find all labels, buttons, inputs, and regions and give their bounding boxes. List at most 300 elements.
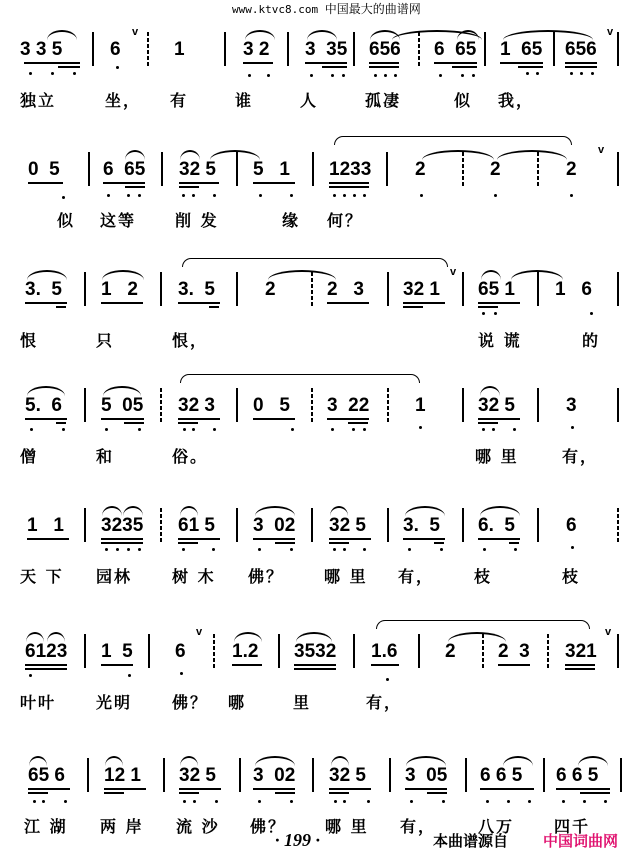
slur-arc <box>497 150 567 160</box>
barline <box>84 508 86 542</box>
octave-dot <box>182 548 185 551</box>
octave-dot <box>29 72 32 75</box>
octave-dot <box>30 428 33 431</box>
octave-dot <box>258 548 261 551</box>
lyric: 两 岸 <box>100 817 144 836</box>
octave-dot <box>331 428 334 431</box>
slur-arc <box>405 506 445 516</box>
lyric: 谁 <box>235 91 254 110</box>
octave-dot <box>483 548 486 551</box>
beam-underline <box>518 66 543 68</box>
beam-underline <box>178 542 198 544</box>
octave-dot <box>105 548 108 551</box>
octave-dot <box>507 800 510 803</box>
note-group: 32 3 <box>178 395 215 416</box>
octave-dot <box>33 800 36 803</box>
octave-dot <box>127 194 130 197</box>
octave-dot <box>105 428 108 431</box>
score-line-3 <box>0 256 639 356</box>
note-group: 3235 <box>101 515 144 536</box>
slur-arc <box>511 270 563 280</box>
lyric: 佛？ <box>172 693 209 712</box>
beam-underline <box>101 664 133 666</box>
octave-dot <box>290 548 293 551</box>
beam-underline <box>478 418 498 420</box>
octave-dot <box>258 800 261 803</box>
note-group: 3 <box>566 395 577 416</box>
barline <box>287 32 289 66</box>
lyric: 坐， <box>105 91 142 110</box>
octave-dot <box>334 800 337 803</box>
beam-underline <box>329 788 349 790</box>
watermark-site: 中国最大的曲谱网 <box>324 2 421 16</box>
note-group: 6 <box>110 39 121 60</box>
note-group: 6123 <box>25 641 68 662</box>
note-group: 32 1 <box>403 279 440 300</box>
note-group: 65 6 <box>28 765 65 786</box>
beam-underline <box>232 664 262 666</box>
beam-underline <box>509 542 519 544</box>
beam-underline <box>329 792 349 794</box>
octave-dot <box>138 548 141 551</box>
score-line-5 <box>0 492 639 592</box>
brand-label: 中国词曲网 <box>543 832 619 850</box>
octave-dot <box>343 548 346 551</box>
note-group: 1 <box>415 395 426 416</box>
lyric: 流 沙 <box>176 817 220 836</box>
lyric: 有， <box>366 693 403 712</box>
octave-dot <box>514 548 517 551</box>
barline <box>148 634 150 668</box>
beam-underline <box>56 306 66 308</box>
octave-dot <box>591 72 594 75</box>
breath-mark-icon: v <box>605 626 612 638</box>
barline <box>161 152 163 186</box>
octave-dot <box>333 194 336 197</box>
note-group: 2 <box>445 641 456 662</box>
barline <box>84 634 86 668</box>
slur-arc <box>105 756 123 766</box>
octave-dot <box>440 548 443 551</box>
breath-mark-icon: v <box>598 144 605 156</box>
lyric: 叶叶 <box>20 693 57 712</box>
octave-dot <box>116 548 119 551</box>
barline <box>620 758 622 792</box>
octave-dot <box>331 74 334 77</box>
note-group: 3. 5 <box>178 279 215 300</box>
note-group: 1.6 <box>371 641 398 662</box>
barline <box>84 388 86 422</box>
note-group: 2 3 <box>327 279 364 300</box>
beam-underline <box>434 542 444 544</box>
beam-underline <box>58 66 80 68</box>
beam-underline <box>427 792 447 794</box>
lyric: 这等 <box>100 211 137 230</box>
octave-dot <box>192 194 195 197</box>
beam-underline <box>403 306 423 308</box>
beam-underline <box>478 422 498 424</box>
note-group: 5 1 <box>253 159 290 180</box>
barline <box>617 32 619 66</box>
lyric: 四千 <box>554 817 591 836</box>
beam-underline <box>125 182 145 184</box>
beam-underline <box>28 792 48 794</box>
lyric: 我， <box>498 91 535 110</box>
note-group: 1 65 <box>500 39 543 60</box>
note-group: 1 2 <box>101 279 138 300</box>
beam-underline <box>322 66 347 68</box>
note-group: 3532 <box>294 641 337 662</box>
beam-underline <box>179 186 199 188</box>
octave-dot <box>536 72 539 75</box>
beam-underline <box>327 302 369 304</box>
octave-dot <box>182 194 185 197</box>
beam-underline <box>565 62 597 64</box>
barline <box>84 272 86 306</box>
beam-underline <box>369 66 399 68</box>
barline <box>312 758 314 792</box>
note-group: 1 6 <box>555 279 592 300</box>
lyric: 俗。 <box>172 447 209 466</box>
note-group: 1 <box>174 39 185 60</box>
beam-underline <box>101 542 143 544</box>
slur-arc <box>103 386 141 396</box>
lyric: 只 <box>96 331 115 350</box>
slur-arc <box>180 756 198 766</box>
octave-dot <box>526 72 529 75</box>
octave-dot <box>570 194 573 197</box>
lyric: 江 湖 <box>24 817 68 836</box>
beam-underline <box>348 418 368 420</box>
octave-dot <box>494 194 497 197</box>
beam-underline <box>329 538 349 540</box>
lyric: 枝 <box>474 567 493 586</box>
note-group: 3 02 <box>253 765 296 786</box>
beam-underline <box>124 422 144 424</box>
beam-underline <box>27 538 69 540</box>
octave-dot <box>193 800 196 803</box>
barline <box>353 32 355 66</box>
beam-underline <box>565 668 595 670</box>
octave-dot <box>604 800 607 803</box>
slur-arc <box>29 756 47 766</box>
note-group: 1 5 <box>101 641 133 662</box>
lyric: 有， <box>562 447 599 466</box>
octave-dot <box>127 548 130 551</box>
note-group: 3 35 <box>305 39 348 60</box>
octave-dot <box>562 800 565 803</box>
lyric: 有 <box>170 91 189 110</box>
barline <box>353 634 355 668</box>
barline <box>617 152 619 186</box>
octave-dot <box>570 72 573 75</box>
octave-dot <box>472 74 475 77</box>
lyric: 枝 <box>562 567 581 586</box>
barline <box>537 508 539 542</box>
beam-underline <box>124 418 144 420</box>
barline <box>543 758 545 792</box>
beam-underline <box>25 664 67 666</box>
octave-dot <box>290 194 293 197</box>
watermark-url: www.ktvc8.com <box>232 3 319 16</box>
barline <box>462 388 464 422</box>
slur-arc <box>102 506 122 516</box>
lyric: 的 <box>582 331 601 350</box>
lyric: 园林 <box>96 567 133 586</box>
lyric: 哪 里 <box>475 447 519 466</box>
lyric: 孤凄 <box>365 91 402 110</box>
phrase-bracket <box>180 374 420 383</box>
octave-dot <box>528 800 531 803</box>
octave-dot <box>442 800 445 803</box>
beam-underline <box>275 538 295 540</box>
beam-underline <box>518 62 543 64</box>
lyric: 说 谎 <box>478 331 522 350</box>
lyric: 独立 <box>20 91 57 110</box>
beam-underline <box>322 62 347 64</box>
barline <box>617 388 619 422</box>
barline <box>617 634 619 668</box>
barline <box>387 508 389 542</box>
barline <box>311 508 313 542</box>
octave-dot <box>213 428 216 431</box>
beam-underline <box>580 788 610 790</box>
beam-underline <box>101 538 143 540</box>
note-group: 0 5 <box>253 395 290 416</box>
octave-dot <box>290 800 293 803</box>
note-group: 3. 5 <box>403 515 440 536</box>
note-group: 656 <box>369 39 401 60</box>
note-group: 6 65 <box>103 159 146 180</box>
slur-arc <box>330 506 348 516</box>
octave-dot <box>215 800 218 803</box>
octave-dot <box>352 428 355 431</box>
octave-dot <box>410 800 413 803</box>
slur-arc <box>307 30 337 40</box>
octave-dot <box>367 800 370 803</box>
lyric: 恨 <box>20 331 39 350</box>
beam-underline <box>403 302 423 304</box>
watermark <box>232 0 421 17</box>
slur-arc <box>296 632 332 642</box>
octave-dot <box>590 312 593 315</box>
note-group: 3 22 <box>327 395 370 416</box>
beam-underline <box>480 788 534 790</box>
lyric: 有， <box>398 567 435 586</box>
octave-dot <box>343 800 346 803</box>
barline <box>465 758 467 792</box>
beam-underline <box>56 422 66 424</box>
beam-underline <box>478 302 498 304</box>
lyric: 和 <box>96 447 115 466</box>
slur-arc <box>503 30 593 40</box>
slur-arc <box>503 756 533 766</box>
barline <box>462 508 464 542</box>
barline <box>312 152 314 186</box>
note-group: 32 5 <box>329 515 366 536</box>
note-group: 2 <box>265 279 276 300</box>
octave-dot <box>461 74 464 77</box>
note-group: 3 2 <box>243 39 270 60</box>
octave-dot <box>29 674 32 677</box>
octave-dot <box>374 74 377 77</box>
slur-arc <box>26 632 44 642</box>
barline <box>617 272 619 306</box>
octave-dot <box>494 312 497 315</box>
note-group: 1.2 <box>232 641 259 662</box>
barline <box>387 388 389 422</box>
note-group: 0 5 <box>28 159 60 180</box>
barline <box>418 634 420 668</box>
barline <box>484 32 486 66</box>
note-group: 2 <box>490 159 501 180</box>
slur-arc <box>210 150 260 160</box>
note-group: 3 3 5 <box>20 39 63 60</box>
octave-dot <box>419 426 422 429</box>
lyric: 佛？ <box>248 567 285 586</box>
lyric: 人 <box>300 91 319 110</box>
beam-underline <box>565 66 597 68</box>
barline <box>160 508 162 542</box>
octave-dot <box>482 428 485 431</box>
beam-underline <box>329 542 349 544</box>
barline <box>278 634 280 668</box>
note-group: 32 5 <box>478 395 515 416</box>
beam-underline <box>371 664 399 666</box>
slur-arc <box>457 30 479 40</box>
barline <box>311 388 313 422</box>
page-number: · 199 · <box>275 830 320 850</box>
note-group: 6 65 <box>434 39 477 60</box>
octave-dot <box>138 194 141 197</box>
note-group: 2 <box>566 159 577 180</box>
beam-underline <box>243 62 273 64</box>
slur-arc <box>406 756 446 766</box>
octave-dot <box>51 72 54 75</box>
beam-underline <box>253 418 295 420</box>
octave-dot <box>248 74 251 77</box>
score-line-1 <box>0 16 639 116</box>
lyric: 有， <box>400 817 437 836</box>
barline <box>236 272 238 306</box>
beam-underline <box>104 792 124 794</box>
note-group: 1233 <box>329 159 372 180</box>
barline <box>92 32 94 66</box>
lyric: 削 发 <box>175 211 219 230</box>
beam-underline <box>58 62 80 64</box>
beam-underline <box>369 62 399 64</box>
octave-dot <box>333 548 336 551</box>
slur-arc <box>123 506 143 516</box>
barline <box>160 388 162 422</box>
octave-dot <box>183 428 186 431</box>
octave-dot <box>310 74 313 77</box>
lyric: 僧 <box>20 447 39 466</box>
lyric: 天 下 <box>20 567 64 586</box>
octave-dot <box>353 194 356 197</box>
lyric: 恨， <box>172 331 209 350</box>
beam-underline <box>179 182 199 184</box>
note-group: 3. 5 <box>25 279 62 300</box>
note-group: 32 5 <box>179 159 216 180</box>
barline <box>537 388 539 422</box>
octave-dot <box>342 74 345 77</box>
beam-underline <box>294 668 336 670</box>
barline <box>239 758 241 792</box>
octave-dot <box>571 426 574 429</box>
slur-arc <box>27 386 65 396</box>
lyric: 里 <box>293 693 312 712</box>
octave-dot <box>571 546 574 549</box>
note-group: 2 3 <box>498 641 530 662</box>
beam-underline <box>509 538 519 540</box>
lyric: 光明 <box>96 693 133 712</box>
octave-dot <box>212 548 215 551</box>
beam-underline <box>179 788 199 790</box>
slur-arc <box>180 506 198 516</box>
beam-underline <box>178 538 198 540</box>
phrase-bracket <box>376 620 590 629</box>
beam-underline <box>28 788 48 790</box>
score-line-2 <box>0 136 639 236</box>
beam-underline <box>178 422 198 424</box>
slur-arc <box>47 632 65 642</box>
octave-dot <box>64 800 67 803</box>
lyric: 八万 <box>478 817 515 836</box>
note-group: 12 1 <box>104 765 141 786</box>
barline <box>147 32 149 66</box>
octave-dot <box>116 66 119 69</box>
beam-underline <box>275 788 295 790</box>
breath-mark-icon: v <box>196 626 203 638</box>
lyric: 缘 <box>282 211 301 230</box>
octave-dot <box>408 548 411 551</box>
octave-dot <box>107 194 110 197</box>
slur-arc <box>481 270 501 280</box>
octave-dot <box>420 194 423 197</box>
beam-underline <box>56 302 66 304</box>
barline <box>87 758 89 792</box>
barline <box>547 634 549 668</box>
slur-arc <box>245 30 275 40</box>
phrase-bracket <box>334 136 572 145</box>
beam-underline <box>104 788 124 790</box>
lyric: 似 <box>454 91 473 110</box>
lyric: 似 <box>57 211 76 230</box>
breath-mark-icon: v <box>450 266 457 278</box>
lyric: 哪 里 <box>325 817 369 836</box>
beam-underline <box>329 182 369 184</box>
breath-mark-icon: v <box>607 26 614 38</box>
octave-dot <box>291 428 294 431</box>
beam-underline <box>101 302 143 304</box>
beam-underline <box>125 186 145 188</box>
barline <box>462 272 464 306</box>
slur-arc <box>27 270 67 280</box>
octave-dot <box>482 312 485 315</box>
octave-dot <box>62 196 65 199</box>
beam-underline <box>56 418 66 420</box>
octave-dot <box>384 74 387 77</box>
beam-underline <box>498 664 530 666</box>
octave-dot <box>183 800 186 803</box>
beam-underline <box>565 664 595 666</box>
beam-underline <box>427 788 447 790</box>
slur-arc <box>255 506 295 516</box>
barline <box>236 508 238 542</box>
slur-arc <box>448 632 506 642</box>
barline <box>224 32 226 66</box>
